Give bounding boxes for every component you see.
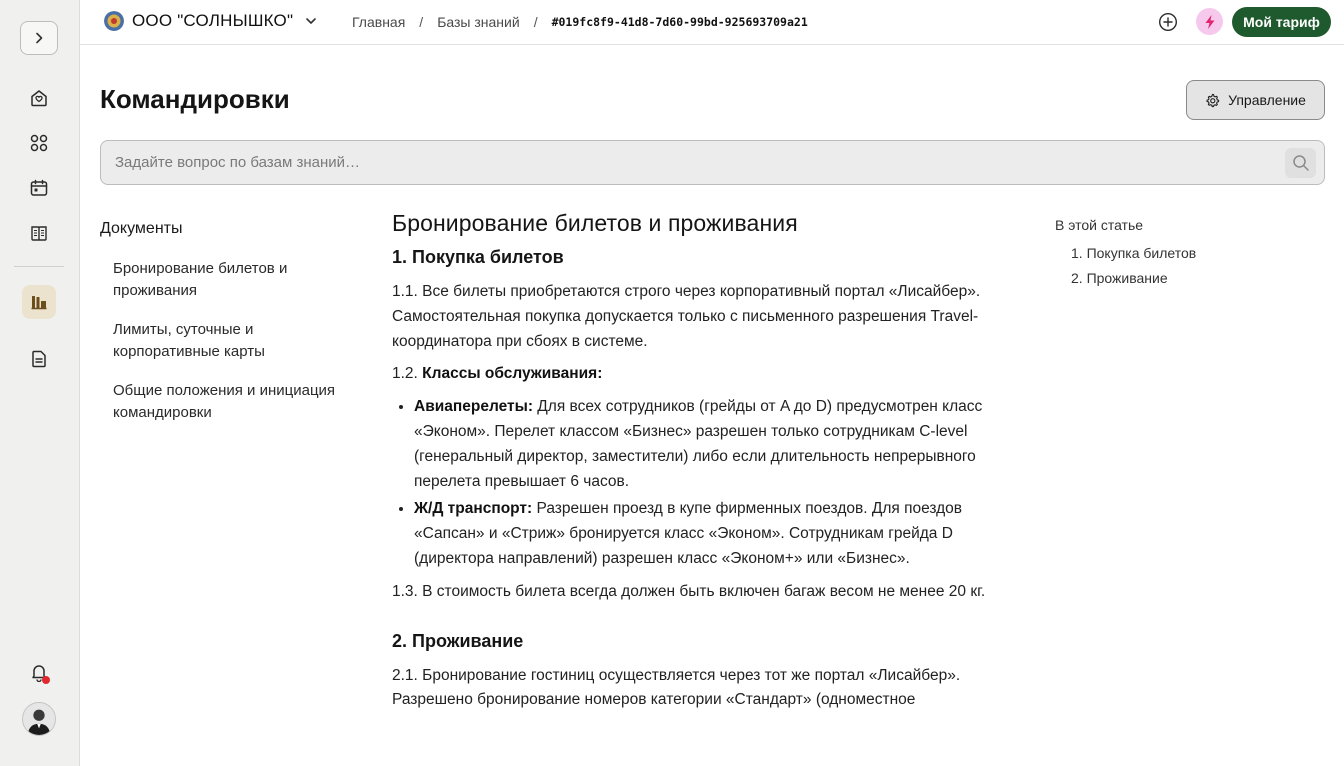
manage-button-label: Управление — [1228, 92, 1306, 108]
grid-icon — [29, 133, 49, 153]
breadcrumb-separator: / — [533, 14, 538, 30]
paragraph-number: 1.2. — [392, 365, 423, 383]
breadcrumb-current-id: #019fc8f9-41d8-7d60-99bd-925693709a21 — [551, 15, 808, 29]
document-item[interactable]: Лимиты, суточные и корпоративные карты — [113, 321, 265, 360]
kb-search-input[interactable] — [115, 141, 1275, 184]
home-icon — [29, 88, 49, 108]
toc-item[interactable]: 2. Проживание — [1071, 270, 1168, 286]
breadcrumb-home[interactable]: Главная — [352, 14, 406, 30]
top-bar — [80, 0, 1344, 45]
expand-sidebar-button[interactable] — [20, 21, 58, 55]
bullet-list — [414, 395, 1032, 572]
documents-heading: Документы — [100, 220, 183, 237]
notes-nav-button[interactable] — [20, 342, 58, 376]
quick-action-button[interactable] — [1196, 8, 1223, 35]
chevron-right-icon — [32, 31, 46, 45]
list-item-text: Разрешен проезд в купе фирменных поездов. Для поездов «Сапсан» и «Стриж» бронируется класс «Эконом». Сотрудникам грейда D (директора направлений) разрешен класс «Эконом+» или «Бизнес». — [414, 500, 963, 567]
user-avatar[interactable] — [22, 702, 56, 736]
document-item[interactable]: Общие положения и инициация командировки — [113, 382, 336, 421]
bold-text: Ж/Д транспорт: — [414, 500, 533, 518]
knowledge-nav-button[interactable] — [20, 216, 58, 250]
book-icon — [29, 223, 49, 243]
paragraph: 2.1. Бронирование гостиниц осуществляется через тот же портал «Лисайбер». Разрешено бронирование номеров категории «Стандарт» (одноместное — [392, 666, 961, 709]
paragraph: 1.1. Все билеты приобретаются строго через корпоративный портал «Лисайбер». Самостоятельная покупка допускается только с письменного разрешения Travel-координатора при сбоях в системе. — [392, 283, 981, 350]
page-title: Командировки — [100, 84, 290, 114]
paragraph — [392, 362, 1032, 387]
rail-divider — [14, 266, 64, 267]
left-rail — [0, 0, 80, 766]
document-item[interactable]: Бронирование билетов и проживания — [113, 260, 288, 299]
gear-icon — [1205, 93, 1220, 108]
plus-circle-icon — [1158, 12, 1178, 32]
list-item-text: Для всех сотрудников (грейды от A до D) предусмотрен класс «Эконом». Перелет классом «Бизнес» разрешен только сотрудникам C-level (генеральный директор, заместители) либо если длительность непрерывного перелета превышает 6 часов. — [414, 398, 983, 490]
toc-heading: В этой статье — [1055, 217, 1144, 233]
org-logo — [104, 11, 124, 31]
apps-nav-button[interactable] — [20, 126, 58, 160]
toc-item[interactable]: 1. Покупка билетов — [1071, 245, 1197, 261]
library-icon — [30, 293, 48, 311]
notification-dot — [42, 676, 50, 684]
bold-text: Классы обслуживания: — [422, 365, 603, 383]
article-content — [392, 210, 1032, 730]
lightning-icon — [1203, 14, 1217, 30]
documents-nav-button-active[interactable] — [22, 285, 56, 319]
calendar-icon — [29, 178, 49, 198]
search-icon — [1292, 154, 1310, 172]
kb-search-bar — [100, 140, 1325, 185]
paragraph: 1.3. В стоимость билета всегда должен быть включен багаж весом не менее 20 кг. — [392, 582, 986, 600]
notifications-button[interactable] — [20, 655, 58, 689]
calendar-nav-button[interactable] — [20, 171, 58, 205]
article-title: Бронирование билетов и проживания — [392, 210, 798, 236]
home-nav-button[interactable] — [20, 81, 58, 115]
breadcrumb-separator: / — [419, 14, 424, 30]
add-button[interactable] — [1158, 12, 1178, 32]
document-icon — [29, 349, 49, 369]
table-of-contents — [1071, 245, 1196, 295]
bold-text: Авиаперелеты: — [414, 398, 533, 416]
breadcrumb-knowledge-bases[interactable]: Базы знаний — [437, 14, 520, 30]
section-heading: 1. Покупка билетов — [392, 247, 564, 267]
manage-button[interactable] — [1186, 80, 1325, 120]
list-item — [414, 395, 1032, 494]
search-submit-button[interactable] — [1285, 148, 1316, 178]
documents-list — [113, 258, 358, 441]
org-name: ООО "СОЛНЫШКО" — [132, 11, 294, 30]
avatar-icon — [23, 702, 55, 736]
breadcrumb — [352, 14, 808, 30]
chevron-down-icon — [305, 15, 317, 27]
list-item — [414, 497, 1032, 571]
org-switcher[interactable] — [104, 11, 317, 31]
section-heading: 2. Проживание — [392, 630, 524, 651]
my-plan-button[interactable]: Мой тариф — [1232, 7, 1331, 37]
